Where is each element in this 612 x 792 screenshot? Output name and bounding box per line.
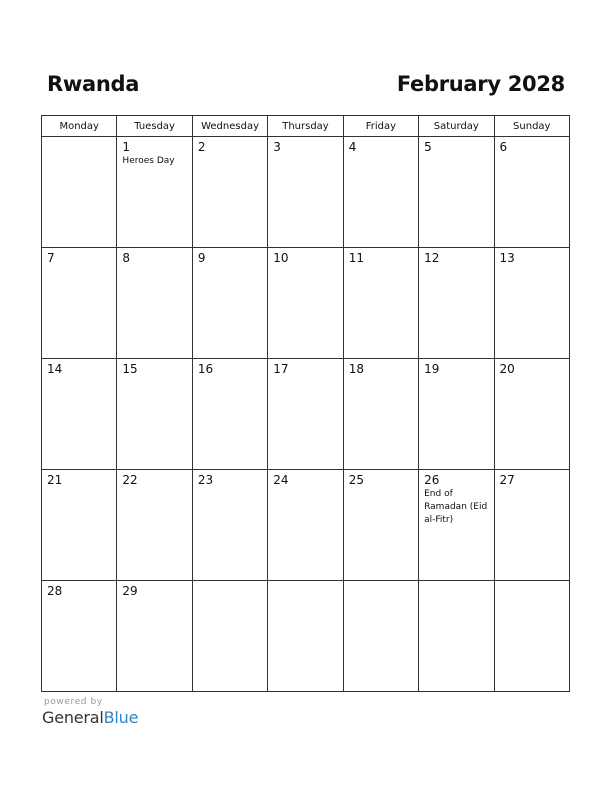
- day-cell[interactable]: [343, 359, 418, 470]
- day-cell[interactable]: [42, 137, 117, 248]
- day-cell[interactable]: [494, 470, 569, 581]
- day-cell[interactable]: [268, 359, 343, 470]
- day-number: 28: [47, 584, 63, 598]
- day-number: 27: [499, 473, 515, 487]
- powered-by-text: powered by: [44, 697, 103, 707]
- week-row: [42, 248, 570, 359]
- day-cell[interactable]: [42, 581, 117, 692]
- day-cell[interactable]: [268, 581, 343, 692]
- day-number: [419, 581, 493, 584]
- day-number: 6: [499, 140, 508, 154]
- day-number: 5: [424, 140, 432, 154]
- day-cell[interactable]: [268, 248, 343, 359]
- day-number: 29: [122, 584, 138, 598]
- week-row: [42, 359, 570, 470]
- day-cell[interactable]: [419, 248, 494, 359]
- day-cell[interactable]: [42, 248, 117, 359]
- day-cell[interactable]: [494, 137, 569, 248]
- day-number: 13: [499, 251, 515, 265]
- day-cell[interactable]: [343, 137, 418, 248]
- week-row: [42, 581, 570, 692]
- day-number: [193, 581, 267, 584]
- weekday-header: Thursday: [268, 116, 343, 137]
- day-number: 26: [424, 473, 440, 487]
- day-number: [268, 581, 342, 584]
- weekday-header: Tuesday: [117, 116, 192, 137]
- day-number: 15: [122, 362, 138, 376]
- day-number: 14: [47, 362, 63, 376]
- day-cell[interactable]: [192, 581, 267, 692]
- weekday-header: Wednesday: [192, 116, 267, 137]
- day-cell[interactable]: [117, 470, 192, 581]
- day-cell[interactable]: [343, 581, 418, 692]
- day-cell[interactable]: [419, 581, 494, 692]
- holiday-label: Heroes Day: [122, 156, 175, 166]
- day-cell[interactable]: [42, 359, 117, 470]
- day-cell[interactable]: [494, 581, 569, 692]
- day-number: 4: [348, 140, 357, 154]
- day-number: 7: [47, 251, 55, 265]
- brand-general-text: General: [42, 708, 104, 727]
- day-cell[interactable]: [117, 581, 192, 692]
- day-number: 20: [499, 362, 515, 376]
- day-cell[interactable]: [117, 137, 192, 248]
- day-cell[interactable]: [268, 470, 343, 581]
- day-cell[interactable]: [494, 248, 569, 359]
- day-number: 2: [197, 140, 206, 154]
- day-cell[interactable]: [117, 359, 192, 470]
- day-number: 22: [122, 473, 138, 487]
- day-number: 9: [197, 251, 206, 265]
- weekday-header: Friday: [343, 116, 418, 137]
- day-cell[interactable]: [117, 248, 192, 359]
- day-number: 12: [424, 251, 440, 265]
- weekday-header: Saturday: [419, 116, 494, 137]
- day-number: [42, 137, 116, 140]
- day-cell[interactable]: [419, 470, 494, 581]
- day-cell[interactable]: [419, 137, 494, 248]
- day-cell[interactable]: [343, 470, 418, 581]
- day-number: 23: [197, 473, 214, 487]
- day-cell[interactable]: [192, 470, 267, 581]
- weekday-header: Monday: [42, 116, 117, 137]
- month-title: February 2028: [396, 72, 565, 96]
- weekday-header-row: [42, 116, 570, 137]
- day-cell[interactable]: [494, 359, 569, 470]
- day-number: 16: [197, 362, 214, 376]
- day-number: 3: [273, 140, 281, 154]
- week-row: [42, 470, 570, 581]
- day-number: 11: [348, 251, 364, 265]
- brand-logo[interactable]: [42, 708, 138, 727]
- day-number: [495, 581, 569, 584]
- week-row: [42, 137, 570, 248]
- day-number: 1: [122, 140, 131, 154]
- day-cell[interactable]: [192, 248, 267, 359]
- day-cell[interactable]: [192, 359, 267, 470]
- day-number: 18: [348, 362, 364, 376]
- country-title: Rwanda: [47, 72, 140, 96]
- day-cell[interactable]: [343, 248, 418, 359]
- day-number: 19: [424, 362, 440, 376]
- day-cell[interactable]: [268, 137, 343, 248]
- brand-blue-text: Blue: [103, 708, 139, 727]
- day-number: 10: [273, 251, 289, 265]
- weekday-header: Sunday: [494, 116, 569, 137]
- day-number: 24: [273, 473, 289, 487]
- calendar-grid: [41, 115, 570, 692]
- holiday-label: End of Ramadan (Eid al-Fitr): [424, 489, 488, 525]
- day-cell[interactable]: [419, 359, 494, 470]
- day-number: [344, 581, 418, 584]
- day-number: 17: [273, 362, 289, 376]
- day-number: 21: [47, 473, 63, 487]
- day-cell[interactable]: [42, 470, 117, 581]
- day-number: 8: [122, 251, 131, 265]
- day-number: 25: [348, 473, 364, 487]
- day-cell[interactable]: [192, 137, 267, 248]
